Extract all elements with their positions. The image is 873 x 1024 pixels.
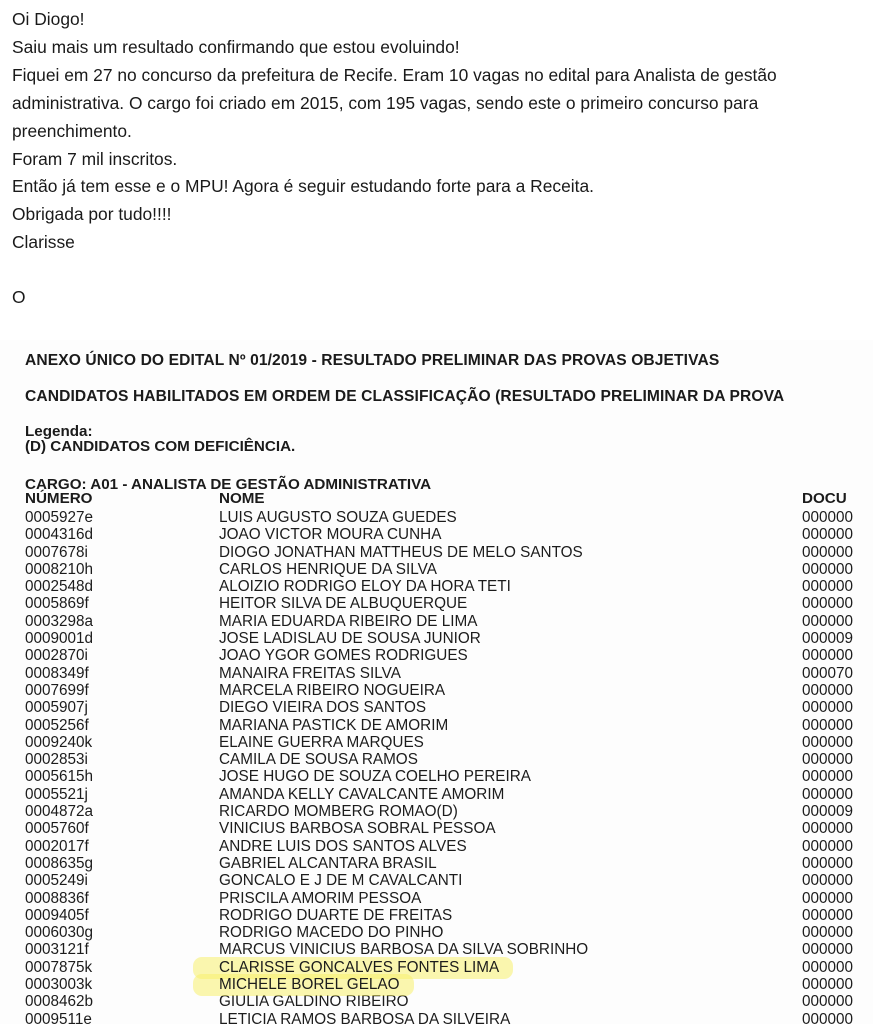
email-line: preenchimento. — [12, 120, 132, 141]
candidate-document: 000000 — [802, 560, 854, 578]
candidate-document: 000000 — [802, 854, 854, 872]
candidate-row — [0, 907, 873, 924]
candidate-number: 0008349f — [25, 664, 89, 682]
candidate-number: 0005256f — [25, 716, 89, 734]
candidate-name: DIEGO VIEIRA DOS SANTOS — [219, 699, 427, 717]
candidate-number: 0008836f — [25, 889, 89, 907]
candidate-number: 0002548d — [25, 578, 94, 596]
candidate-name: JOAO VICTOR MOURA CUNHA — [219, 526, 442, 544]
candidate-name: MARIANA PASTICK DE AMORIM — [219, 716, 449, 734]
candidate-number: 0005869f — [25, 595, 89, 613]
candidate-name: LETICIA RAMOS BARBOSA DA SILVEIRA — [219, 1010, 511, 1024]
candidate-document: 000000 — [802, 889, 854, 907]
candidate-name: ANDRE LUIS DOS SANTOS ALVES — [219, 837, 467, 855]
candidate-document: 000000 — [802, 526, 854, 544]
candidate-document: 000000 — [802, 543, 854, 561]
candidate-number: 0002870i — [25, 647, 88, 665]
candidate-row-highlighted — [0, 959, 873, 976]
candidate-name: MANAIRA FREITAS SILVA — [219, 664, 401, 682]
candidate-name: RODRIGO DUARTE DE FREITAS — [219, 906, 453, 924]
document-subtitle: CANDIDATOS HABILITADOS EM ORDEM DE CLASSIFICAÇÃO (RESULTADO PRELIMINAR DA PROVA — [25, 388, 785, 405]
candidate-name: JOSE HUGO DE SOUZA COELHO PEREIRA — [219, 768, 531, 786]
candidate-name: RICARDO MOMBERG ROMAO(D) — [219, 803, 458, 821]
candidate-name: GABRIEL ALCANTARA BRASIL — [219, 854, 437, 872]
candidate-list — [0, 509, 873, 1024]
candidate-name: GIULIA GALDINO RIBEIRO — [219, 993, 409, 1011]
email-line: Fiquei em 27 no concurso da prefeitura de Recife. Eram 10 vagas no edital para Analista de gestão — [12, 64, 777, 85]
candidate-name: MARIA EDUARDA RIBEIRO DE LIMA — [219, 612, 478, 630]
candidate-row — [0, 751, 873, 768]
candidate-number: 0005521j — [25, 785, 88, 803]
email-trailing-text: O — [12, 287, 26, 308]
candidate-number: 0007875k — [25, 958, 93, 976]
candidate-number: 0008462b — [25, 993, 94, 1011]
email-message-body — [12, 6, 862, 312]
candidate-document: 000000 — [802, 958, 854, 976]
candidate-document: 000000 — [802, 837, 854, 855]
candidate-number: 0005615h — [25, 768, 94, 786]
candidate-name: CLARISSE GONCALVES FONTES LIMA — [219, 958, 500, 976]
candidate-row — [0, 613, 873, 630]
candidate-number: 0007678i — [25, 543, 88, 561]
candidate-row — [0, 768, 873, 785]
email-line: Saiu mais um resultado confirmando que estou evoluindo! — [12, 36, 460, 57]
candidate-document: 000000 — [802, 647, 854, 665]
candidate-row — [0, 786, 873, 803]
column-header-numero: NÚMERO — [25, 490, 93, 507]
candidate-document: 000000 — [802, 906, 854, 924]
candidate-document: 000000 — [802, 699, 854, 717]
candidate-document: 000000 — [802, 976, 854, 994]
candidate-name: JOSE LADISLAU DE SOUSA JUNIOR — [219, 630, 481, 648]
candidate-number: 0002853i — [25, 751, 88, 769]
candidate-row — [0, 924, 873, 941]
candidate-number: 0002017f — [25, 837, 89, 855]
candidate-document: 000000 — [802, 872, 854, 890]
candidate-number: 0009240k — [25, 733, 93, 751]
candidate-number: 0005907j — [25, 699, 88, 717]
candidate-row — [0, 872, 873, 889]
candidate-name: JOAO YGOR GOMES RODRIGUES — [219, 647, 468, 665]
candidate-row — [0, 578, 873, 595]
candidate-number: 0005249i — [25, 872, 88, 890]
candidate-document: 000000 — [802, 941, 854, 959]
email-line: Então já tem esse e o MPU! Agora é seguir estudando forte para a Receita. — [12, 176, 594, 197]
candidate-number: 0004872a — [25, 803, 94, 821]
column-header-nome: NOME — [219, 490, 265, 507]
candidate-number: 0003121f — [25, 941, 89, 959]
candidate-row — [0, 561, 873, 578]
document-legend — [25, 424, 295, 454]
candidate-row — [0, 526, 873, 543]
candidate-number: 0005760f — [25, 820, 89, 838]
candidate-row — [0, 803, 873, 820]
candidate-name: CARLOS HENRIQUE DA SILVA — [219, 560, 437, 578]
candidate-number: 0008635g — [25, 854, 94, 872]
candidate-document: 000000 — [802, 578, 854, 596]
candidate-name: MARCUS VINICIUS BARBOSA DA SILVA SOBRINHO — [219, 941, 589, 959]
candidate-name: AMANDA KELLY CAVALCANTE AMORIM — [219, 785, 505, 803]
cargo-heading: CARGO: A01 - ANALISTA DE GESTÃO ADMINISTRATIVA — [25, 476, 432, 493]
candidate-document: 000000 — [802, 716, 854, 734]
candidate-number: 0004316d — [25, 526, 94, 544]
candidate-name: VINICIUS BARBOSA SOBRAL PESSOA — [219, 820, 496, 838]
candidate-number: 0003003k — [25, 976, 93, 994]
email-greeting: Oi Diogo! — [12, 9, 85, 29]
candidate-document: 000000 — [802, 1010, 854, 1024]
candidate-number: 0009001d — [25, 630, 94, 648]
candidate-name: ELAINE GUERRA MARQUES — [219, 733, 424, 751]
candidate-row — [0, 734, 873, 751]
candidate-row — [0, 682, 873, 699]
candidate-row — [0, 855, 873, 872]
candidate-number: 0006030g — [25, 924, 94, 942]
candidate-name: PRISCILA AMORIM PESSOA — [219, 889, 422, 907]
candidate-name: ALOIZIO RODRIGO ELOY DA HORA TETI — [219, 578, 511, 596]
candidate-number: 0003298a — [25, 612, 94, 630]
candidate-row — [0, 820, 873, 837]
candidate-document: 000000 — [802, 595, 854, 613]
candidate-name: MARCELA RIBEIRO NOGUEIRA — [219, 681, 446, 699]
column-header-documento: DOCU — [802, 490, 847, 507]
candidate-document: 000000 — [802, 612, 854, 630]
legend-text: (D) CANDIDATOS COM DEFICIÊNCIA. — [25, 438, 296, 455]
candidate-row — [0, 630, 873, 647]
candidate-document: 000009 — [802, 803, 854, 821]
candidate-number: 0009511e — [25, 1010, 92, 1024]
candidate-document: 000000 — [802, 733, 854, 751]
candidate-name: RODRIGO MACEDO DO PINHO — [219, 924, 444, 942]
document-title: ANEXO ÚNICO DO EDITAL Nº 01/2019 - RESULTADO PRELIMINAR DAS PROVAS OBJETIVAS — [25, 352, 720, 369]
candidate-number: 0007699f — [25, 681, 89, 699]
candidate-number: 0009405f — [25, 906, 89, 924]
candidate-document: 000000 — [802, 509, 854, 526]
candidate-row — [0, 890, 873, 907]
candidate-row — [0, 717, 873, 734]
candidate-row — [0, 838, 873, 855]
candidate-name: MICHELE BOREL GELAO — [219, 976, 400, 994]
email-line: Foram 7 mil inscritos. — [12, 148, 178, 169]
candidate-row — [0, 595, 873, 612]
candidate-row — [0, 509, 873, 526]
candidate-row — [0, 665, 873, 682]
email-line: Obrigada por tudo!!!! — [12, 204, 172, 225]
candidate-document: 000009 — [802, 630, 854, 648]
candidate-document: 000000 — [802, 751, 854, 769]
candidate-row — [0, 544, 873, 561]
candidate-name: HEITOR SILVA DE ALBUQUERQUE — [219, 595, 468, 613]
email-signature: Clarisse — [12, 232, 75, 253]
email-line: administrativa. O cargo foi criado em 2015, com 195 vagas, sendo este o primeiro concurso para — [12, 92, 759, 113]
candidate-row — [0, 993, 873, 1010]
candidate-row — [0, 699, 873, 716]
candidate-row — [0, 1011, 873, 1024]
candidate-name: CAMILA DE SOUSA RAMOS — [219, 751, 418, 769]
candidate-row — [0, 647, 873, 664]
candidate-document: 000000 — [802, 681, 854, 699]
candidate-document: 000000 — [802, 785, 854, 803]
candidate-name: LUIS AUGUSTO SOUZA GUEDES — [219, 509, 457, 526]
candidate-name: GONCALO E J DE M CAVALCANTI — [219, 872, 463, 890]
candidate-document: 000000 — [802, 993, 854, 1011]
candidate-number: 0008210h — [25, 560, 94, 578]
candidate-name: DIOGO JONATHAN MATTHEUS DE MELO SANTOS — [219, 543, 583, 561]
result-document-image — [0, 340, 873, 1024]
candidate-document: 000000 — [802, 768, 854, 786]
candidate-number: 0005927e — [25, 509, 94, 526]
legend-label: Legenda: — [25, 423, 93, 440]
candidate-document: 000070 — [802, 664, 854, 682]
candidate-document: 000000 — [802, 820, 854, 838]
candidate-document: 000000 — [802, 924, 854, 942]
